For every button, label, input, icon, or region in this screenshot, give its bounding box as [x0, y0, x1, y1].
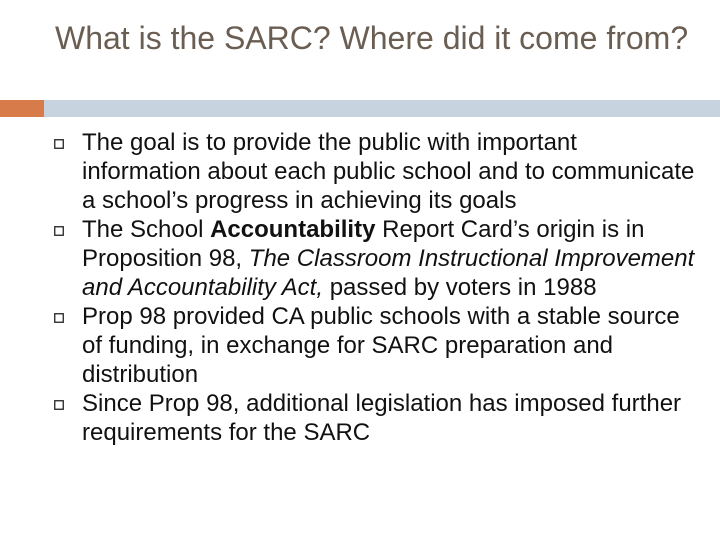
hollow-square-bullet-icon: [54, 313, 64, 323]
bullet-text: Since Prop 98, additional legislation has imposed further requirements for the SARC: [82, 390, 682, 446]
title-divider-band: [44, 100, 720, 117]
bullet-text: Prop 98 provided CA public schools with a stable source of funding, in exchange for SARC preparation and distribution: [82, 303, 680, 388]
bullet-text-segment: Report Card’s origin is in Proposition 98,: [82, 216, 645, 272]
hollow-square-bullet-icon: [54, 400, 64, 410]
title-divider-accent: [0, 100, 44, 117]
bullet-text: The goal is to provide the public with important information about each public school and to communicate a school’s progress in achieving its goals: [82, 129, 695, 214]
bullet-text-segment: passed by voters in 1988: [323, 274, 597, 301]
bullet-item: [50, 389, 700, 447]
bullet-item: [50, 215, 700, 302]
hollow-square-bullet-icon: [54, 139, 64, 149]
slide-title: What is the SARC? Where did it come from?: [55, 20, 689, 56]
bullet-list: [50, 128, 700, 447]
bullet-text-segment: The School: [82, 216, 211, 243]
bullet-italic-title: The Classroom Instructional Improvement and Accountability Act,: [82, 245, 695, 301]
bullet-item: [50, 302, 700, 389]
hollow-square-bullet-icon: [54, 226, 64, 236]
bullet-bold-term: Accountability: [210, 216, 376, 243]
bullet-item: [50, 128, 700, 215]
